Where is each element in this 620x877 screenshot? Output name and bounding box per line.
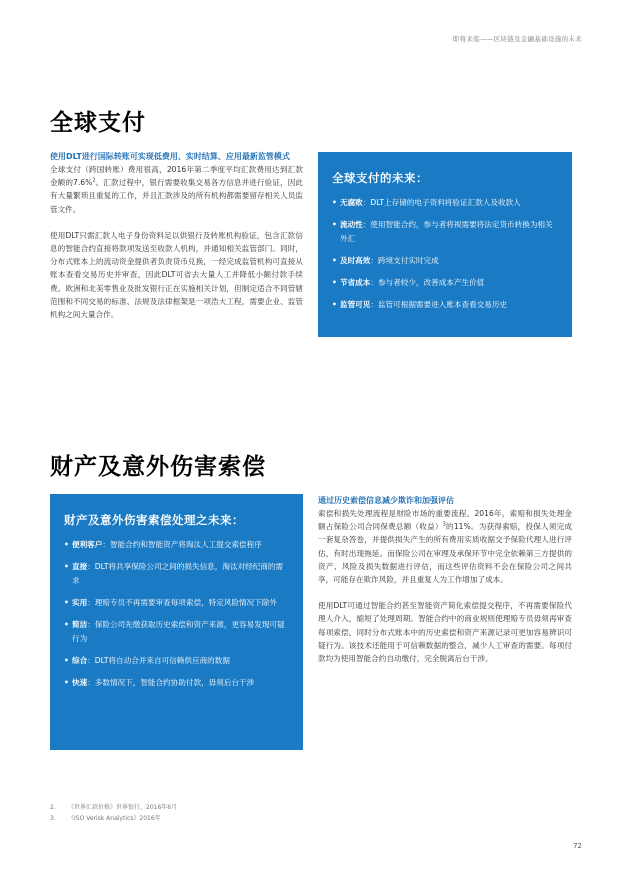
property-claims-para-1: 索偿和损失处理流程是财险市场的重要流程。2016年，索赔和损失处理金额占保险公司合同保费总额（收益）$^3$的11%。为获得索赔，投保人须完成一套复杂答卷，并提供损失产生的所有费用实质收据交予保险代理人进行评估，有时出现拖延。而保险公司在审理及承保环节中完全依赖第三方提供的资产、风险及损失数据进行评估，而这些评估资料不会在保险公司之间共享，可能存在欺诈风险，并且重复人为工作增加了成本。: [318, 509, 572, 585]
list-item: • 监管可见：监管可根据需要进入账本查看交易历史: [332, 300, 508, 309]
property-claims-future-box: [50, 494, 303, 750]
list-item: • 便利客户：智能合约和智能资产将淘汰人工提交索偿程序: [64, 540, 262, 549]
footnote-ref-3: 3: [442, 521, 446, 528]
global-payments-future-box: [318, 152, 572, 337]
list-item: • 无腐败：DLT上存储的电子资料将验证汇款人及收款人: [332, 198, 521, 207]
property-claims-box-title: 财产及意外伤害索偿处理之未来：: [64, 513, 244, 527]
global-payments-box-title: 全球支付的未来：: [332, 171, 428, 185]
global-payments-para-2: 使用DLT只需汇款人电子身份资料足以供银行及转账机构验证，包含汇款信息的智能合约直接将款项发送至收款人机构，并通知相关监管部门。同时，分布式账本上的流动资金提供者负责货币兑换，一经完成监管机构可直接从账本查看交易历史并审查，因此DLT可省去大量人工并降低小额付款手续费。欧洲和北美零售业及批发银行正在实施相关计划，但制定适合不同管辖范围和不同交易的标准、法规及法律框架是一项浩大工程，需要企业、监管机构之间大量合作。: [50, 230, 303, 320]
list-item: • 及时高效：跨境支付实时完成: [332, 256, 439, 265]
global-payments-subhead: 使用DLT进行国际转账可实现低费用、实时结算、应用最新监管模式: [50, 152, 290, 161]
list-item: • 节省成本：参与者较少，改善成本产生价值: [332, 278, 485, 287]
section-title-property-claims: 财产及意外伤害索偿: [50, 454, 266, 480]
section-title-global-payments: 全球支付: [50, 110, 146, 136]
list-item: • 流动性：使用智能合约，参与者将视需要将法定货币转换为相关外汇: [332, 220, 553, 243]
global-payments-box-list: [332, 196, 558, 312]
page-number: 72: [573, 842, 582, 850]
running-header: 即将来临——区块链及金融基础设施的未来: [452, 35, 582, 43]
list-item: • 实用：理赔专员不再需要审查每项索偿，特定风险情况下除外: [64, 598, 278, 607]
global-payments-para-1: 全球支付（跨国转账）费用很高，2016年第二季度平均汇款费用达到汇款金额的7.6%$^2$。汇款过程中，银行需要收集交易各方信息并进行验证，因此有大量繁琐且重复的工作，并且汇款涉及的所有机构都需要留存相关人员监管文件。: [50, 165, 303, 214]
property-claims-box-list: [64, 538, 289, 690]
property-claims-text: [318, 494, 572, 665]
footnote-item: 3. 《ISO Verisk Analytics》2016年: [50, 815, 161, 822]
footnote-item: 2. 《世界汇款价格》世界银行，2016年6月: [50, 804, 178, 811]
list-item: • 直接：DLT将共享保险公司之间的损失信息，淘汰对经纪商的需求: [64, 562, 284, 585]
list-item: • 综合：DLT将自动合并来自可信赖供应商的数据: [64, 656, 230, 665]
footnotes: [50, 802, 177, 824]
global-payments-text: [50, 150, 303, 321]
list-item: • 简洁：保险公司先缴获取历史索偿和资产来源，更容易发现可疑行为: [64, 620, 285, 643]
property-claims-para-2: 使用DLT可通过智能合约甚至智能资产简化索偿提交程序，不再需要保险代理人介入，缩短了处理周期。智能合约中的商业规则使理赔专员毋须再审查每项索偿，同时分布式账本中的历史索偿和资产来源记录可更加容易辨识可疑行为。该技术还能用于可信赖数据的整合，减少人工审查的需要。每项付款均为使用智能合约自动缴付，完全脱离后台干涉。: [318, 601, 572, 664]
property-claims-subhead: 通过历史索偿信息减少欺诈和加强评估: [318, 496, 454, 505]
footnote-ref-2: 2: [92, 177, 96, 184]
list-item: • 快速：多数情况下，智能合约协助付款，毋须后台干涉: [64, 678, 255, 687]
